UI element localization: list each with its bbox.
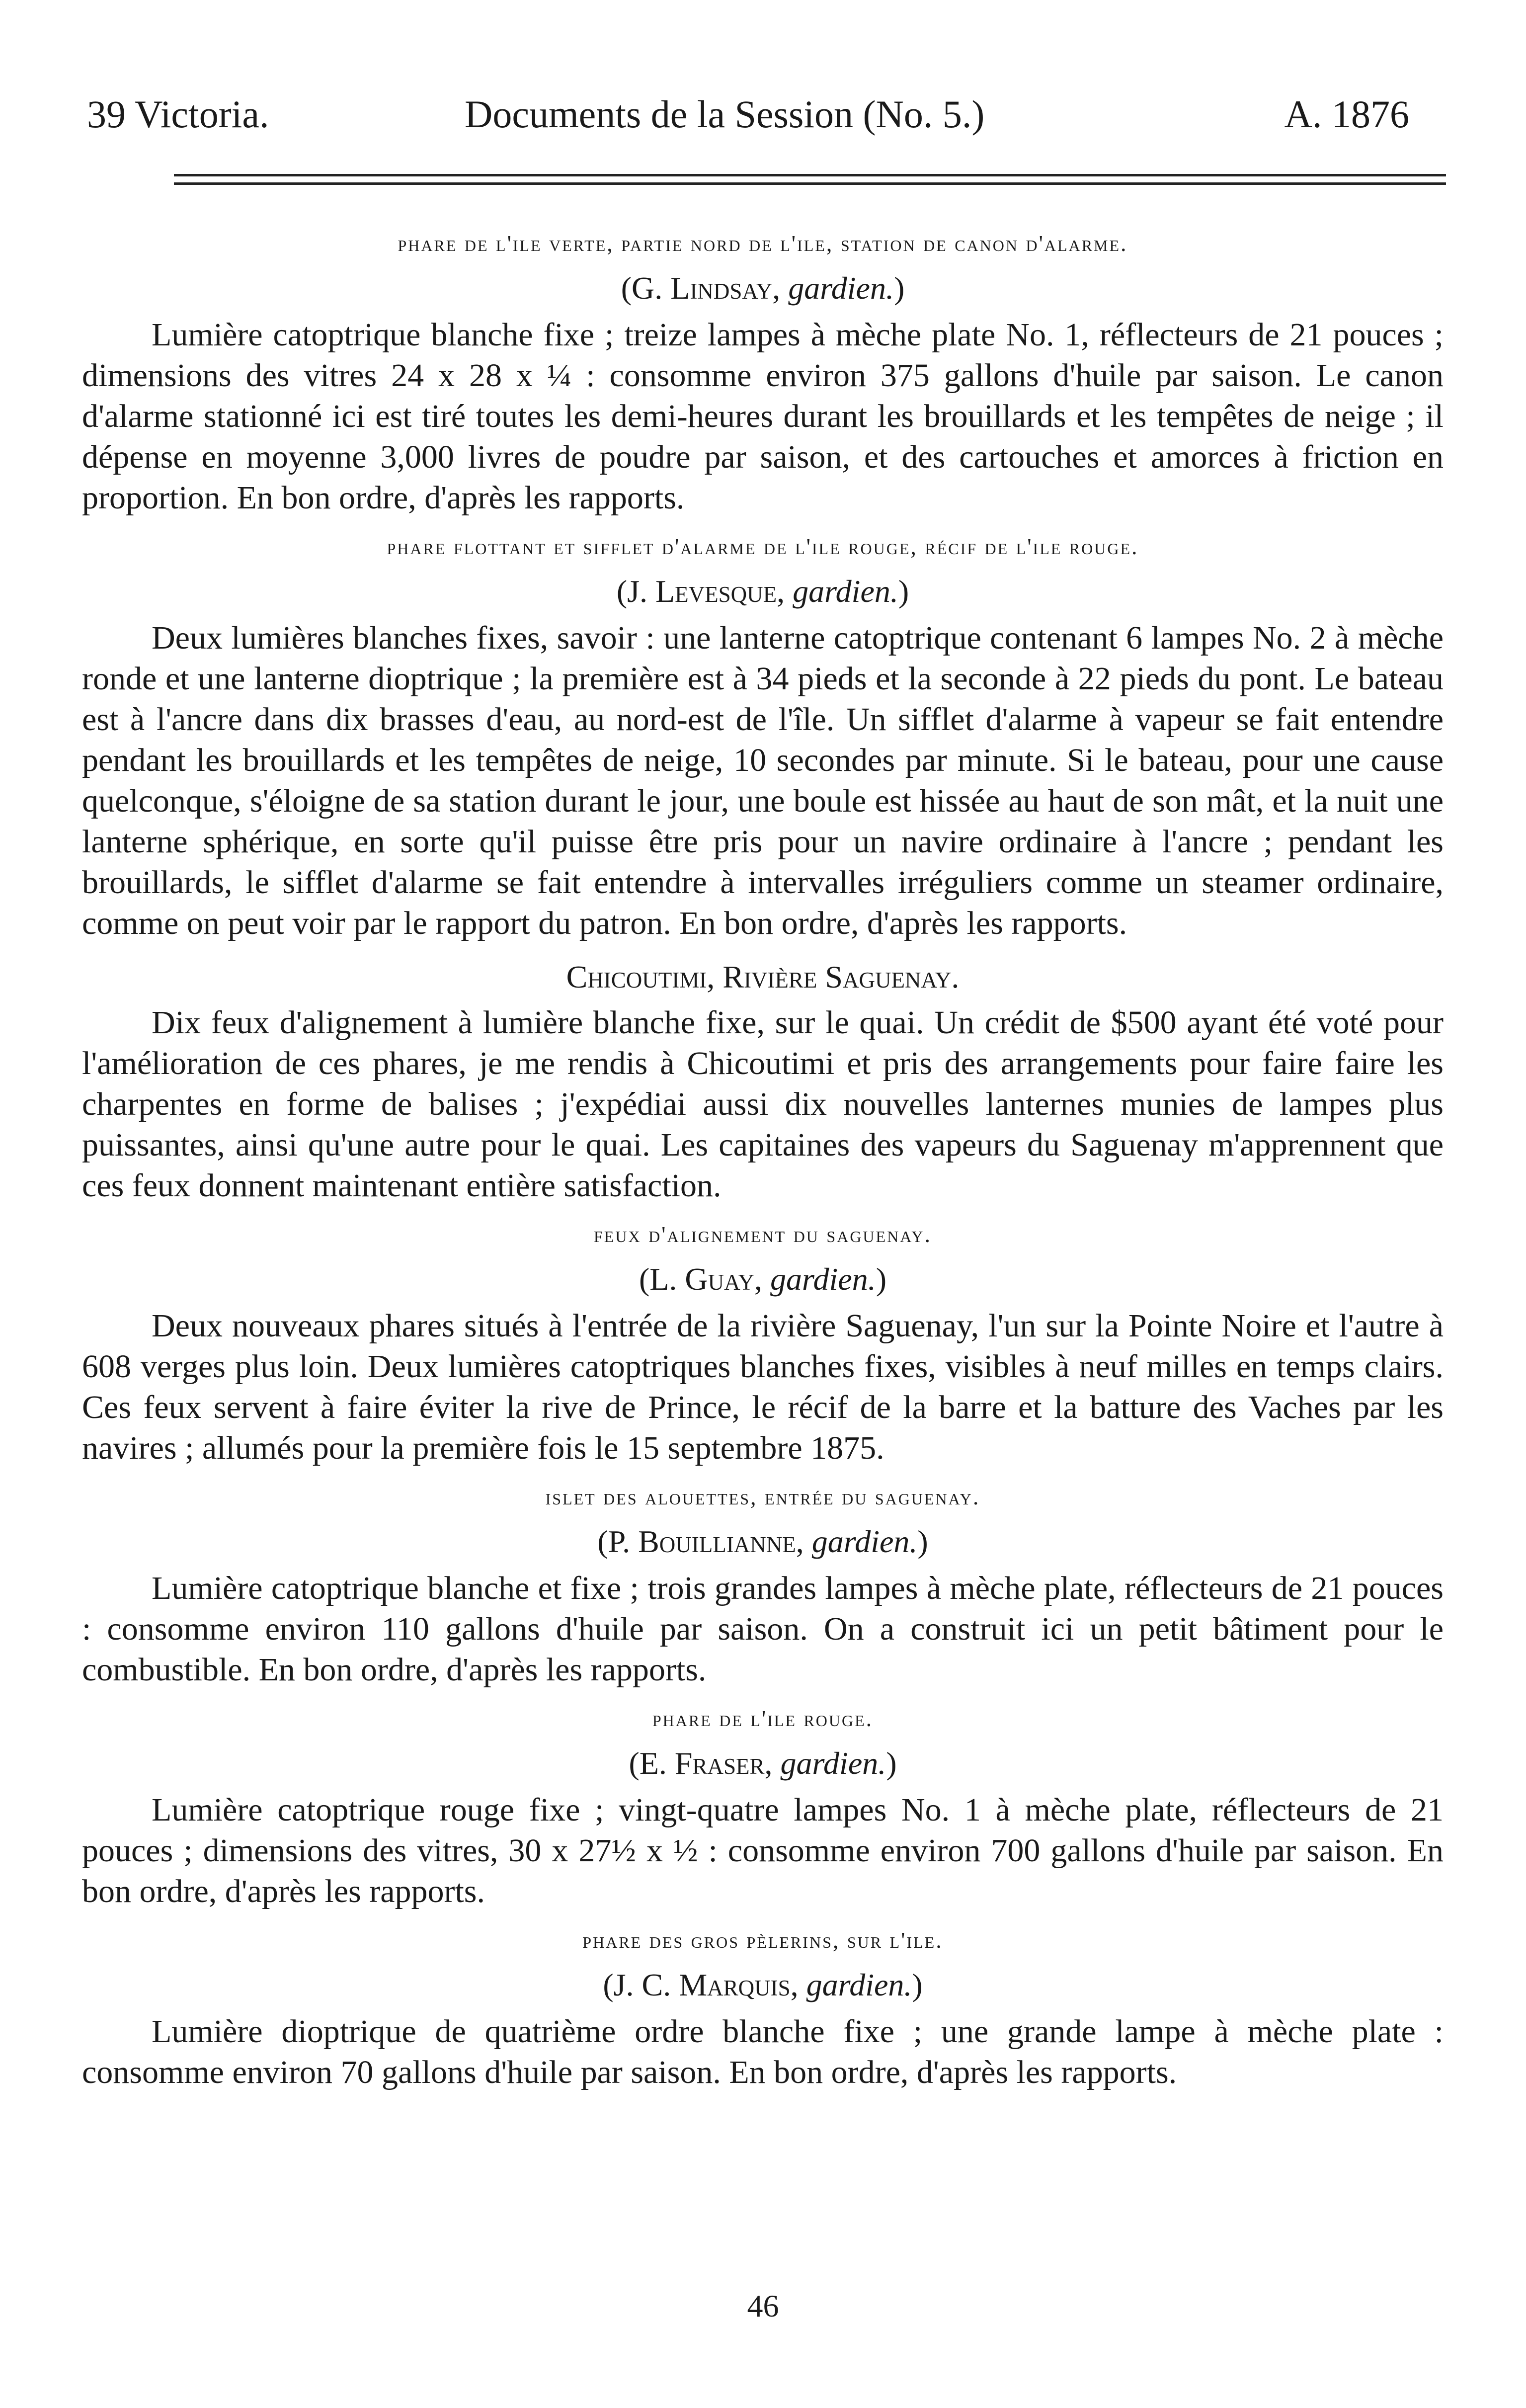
keeper-role: gardien. [788, 270, 894, 306]
running-head-right: A. 1876 [1284, 92, 1409, 136]
keeper-close: ) [893, 270, 905, 306]
keeper-line [82, 1963, 1444, 2007]
section-paragraph: Lumière catoptrique blanche fixe ; treize lampes à mèche plate No. 1, réflecteurs de 21 pouces ; dimensions des vitres 24 x 28 x ¼ : consomme environ 375 gallons d'huile par saison. Le canon d'alarme stationné ici est tiré toutes les demi-heures durant les brouillards et les tempêtes de neige ; il dépense en moyenne 3,000 livres de poudre par saison, et des cartouches et amorces à friction en proportion. En bon ordre, d'après les rapports. [82, 317, 1444, 516]
keeper-open: ( [616, 574, 628, 609]
section-paragraph: Lumière dioptrique de quatrième ordre blanche fixe ; une grande lampe à mèche plate : consomme environ 70 gallons d'huile par saison. En bon ordre, d'après les rapports. [82, 2013, 1444, 2090]
section-paragraph: Deux lumières blanches fixes, savoir : une lanterne catoptrique contenant 6 lampes No. 2 à mèche ronde et une lanterne dioptrique ; la première est à 34 pieds et la seconde à 22 pieds du pont. Le bateau est à l'ancre dans dix brasses d'eau, au nord-est de l'île. Un sifflet d'alarme à vapeur se fait entendre pendant les brouillards et les tempêtes de neige, 10 secondes par minute. Si le bateau, pour une cause quelconque, s'éloigne de sa station durant le jour, une boule est hissée au haut de son mât, et la nuit une lanterne sphérique, en sorte qu'il puisse être pris pour un navire ordinaire à l'ancre ; pendant les brouillards, le sifflet d'alarme se fait entendre à intervalles irréguliers comme un steamer ordinaire, comme on peut voir par le rapport du patron. En bon ordre, d'après les rapports. [82, 620, 1444, 941]
keeper-close: ) [917, 1524, 928, 1559]
keeper-role: gardien. [811, 1524, 918, 1559]
keeper-role: gardien. [780, 1745, 886, 1781]
keeper-separator: , [777, 574, 793, 609]
keeper-separator: , [790, 1967, 806, 2002]
keeper-name: P. Bouillianne [608, 1524, 796, 1559]
keeper-name: E. Fraser [639, 1745, 765, 1781]
header-rule [174, 174, 1446, 191]
section-heading: phare des gros pèlerins, sur l'ile. [582, 1927, 943, 1953]
keeper-role: gardien. [793, 574, 898, 609]
keeper-line [82, 1257, 1444, 1302]
keeper-role: gardien. [806, 1967, 912, 2002]
keeper-separator: , [772, 270, 789, 306]
keeper-close: ) [886, 1745, 897, 1781]
keeper-open: ( [603, 1967, 614, 2002]
keeper-open: ( [597, 1524, 608, 1559]
section-heading: phare de l'ile verte, partie nord de l'ile, station de canon d'alarme. [398, 231, 1128, 256]
keeper-close: ) [898, 574, 909, 609]
section-subheading: Chicoutimi, Rivière Saguenay. [566, 959, 960, 995]
keeper-separator: , [764, 1745, 781, 1781]
running-head-left: 39 Victoria. [87, 92, 269, 136]
section-heading: islet des alouettes, entrée du saguenay. [545, 1484, 980, 1509]
keeper-line [82, 266, 1444, 311]
keeper-name: J. C. Marquis [613, 1967, 791, 2002]
header-rule-top [174, 174, 1446, 176]
keeper-open: ( [621, 270, 632, 306]
section-heading: feux d'alignement du saguenay. [594, 1222, 932, 1247]
keeper-line [82, 569, 1444, 614]
page-number: 46 [747, 2288, 779, 2324]
keeper-open: ( [639, 1261, 650, 1297]
running-head-center: Documents de la Session (No. 5.) [465, 92, 985, 136]
running-head [82, 87, 1409, 142]
section-paragraph: Dix feux d'alignement à lumière blanche fixe, sur le quai. Un crédit de $500 ayant été voté pour l'amélioration de ces phares, je me rendis à Chicoutimi et pris des arrangements pour faire faire les charpentes en forme de balises ; j'expédiai aussi dix nouvelles lanternes munies de lampes plus puissantes, ainsi qu'une autre pour le quai. Les capitaines des vapeurs du Saguenay m'apprennent que ces feux donnent maintenant entière satisfaction. [82, 1004, 1444, 1204]
keeper-line [82, 1519, 1444, 1564]
keeper-name: G. Lindsay [632, 270, 773, 306]
keeper-close: ) [912, 1967, 923, 2002]
section-paragraph: Lumière catoptrique rouge fixe ; vingt-quatre lampes No. 1 à mèche plate, réflecteurs de 21 pouces ; dimensions des vitres, 30 x 27½ x ½ : consomme environ 700 gallons d'huile par saison. En bon ordre, d'après les rapports. [82, 1792, 1444, 1910]
header-rule-bottom [174, 182, 1446, 185]
keeper-separator: , [754, 1261, 770, 1297]
section-heading: phare de l'ile rouge. [652, 1706, 874, 1731]
section-heading: phare flottant et sifflet d'alarme de l'ile rouge, récif de l'ile rouge. [387, 534, 1139, 559]
keeper-role: gardien. [770, 1261, 876, 1297]
keeper-name: J. Levesque [627, 574, 777, 609]
section-paragraph: Deux nouveaux phares situés à l'entrée de la rivière Saguenay, l'un sur la Pointe Noire et l'autre à 608 verges plus loin. Deux lumières catoptriques blanches fixes, visibles à neuf milles en temps clairs. Ces feux servent à faire éviter la rive de Prince, le récif de la barre et la batture des Vaches par les navires ; allumés pour la première fois le 15 septembre 1875. [82, 1308, 1444, 1466]
keeper-separator: , [796, 1524, 812, 1559]
section-paragraph: Lumière catoptrique blanche et fixe ; trois grandes lampes à mèche plate, réflecteurs de 21 pouces : consomme environ 110 gallons d'huile par saison. On a construit ici un petit bâtiment pour le combustible. En bon ordre, d'après les rapports. [82, 1570, 1444, 1688]
keeper-open: ( [629, 1745, 640, 1781]
keeper-line [82, 1741, 1444, 1786]
page-content [82, 226, 1444, 2104]
keeper-name: L. Guay [649, 1261, 754, 1297]
keeper-close: ) [876, 1261, 887, 1297]
